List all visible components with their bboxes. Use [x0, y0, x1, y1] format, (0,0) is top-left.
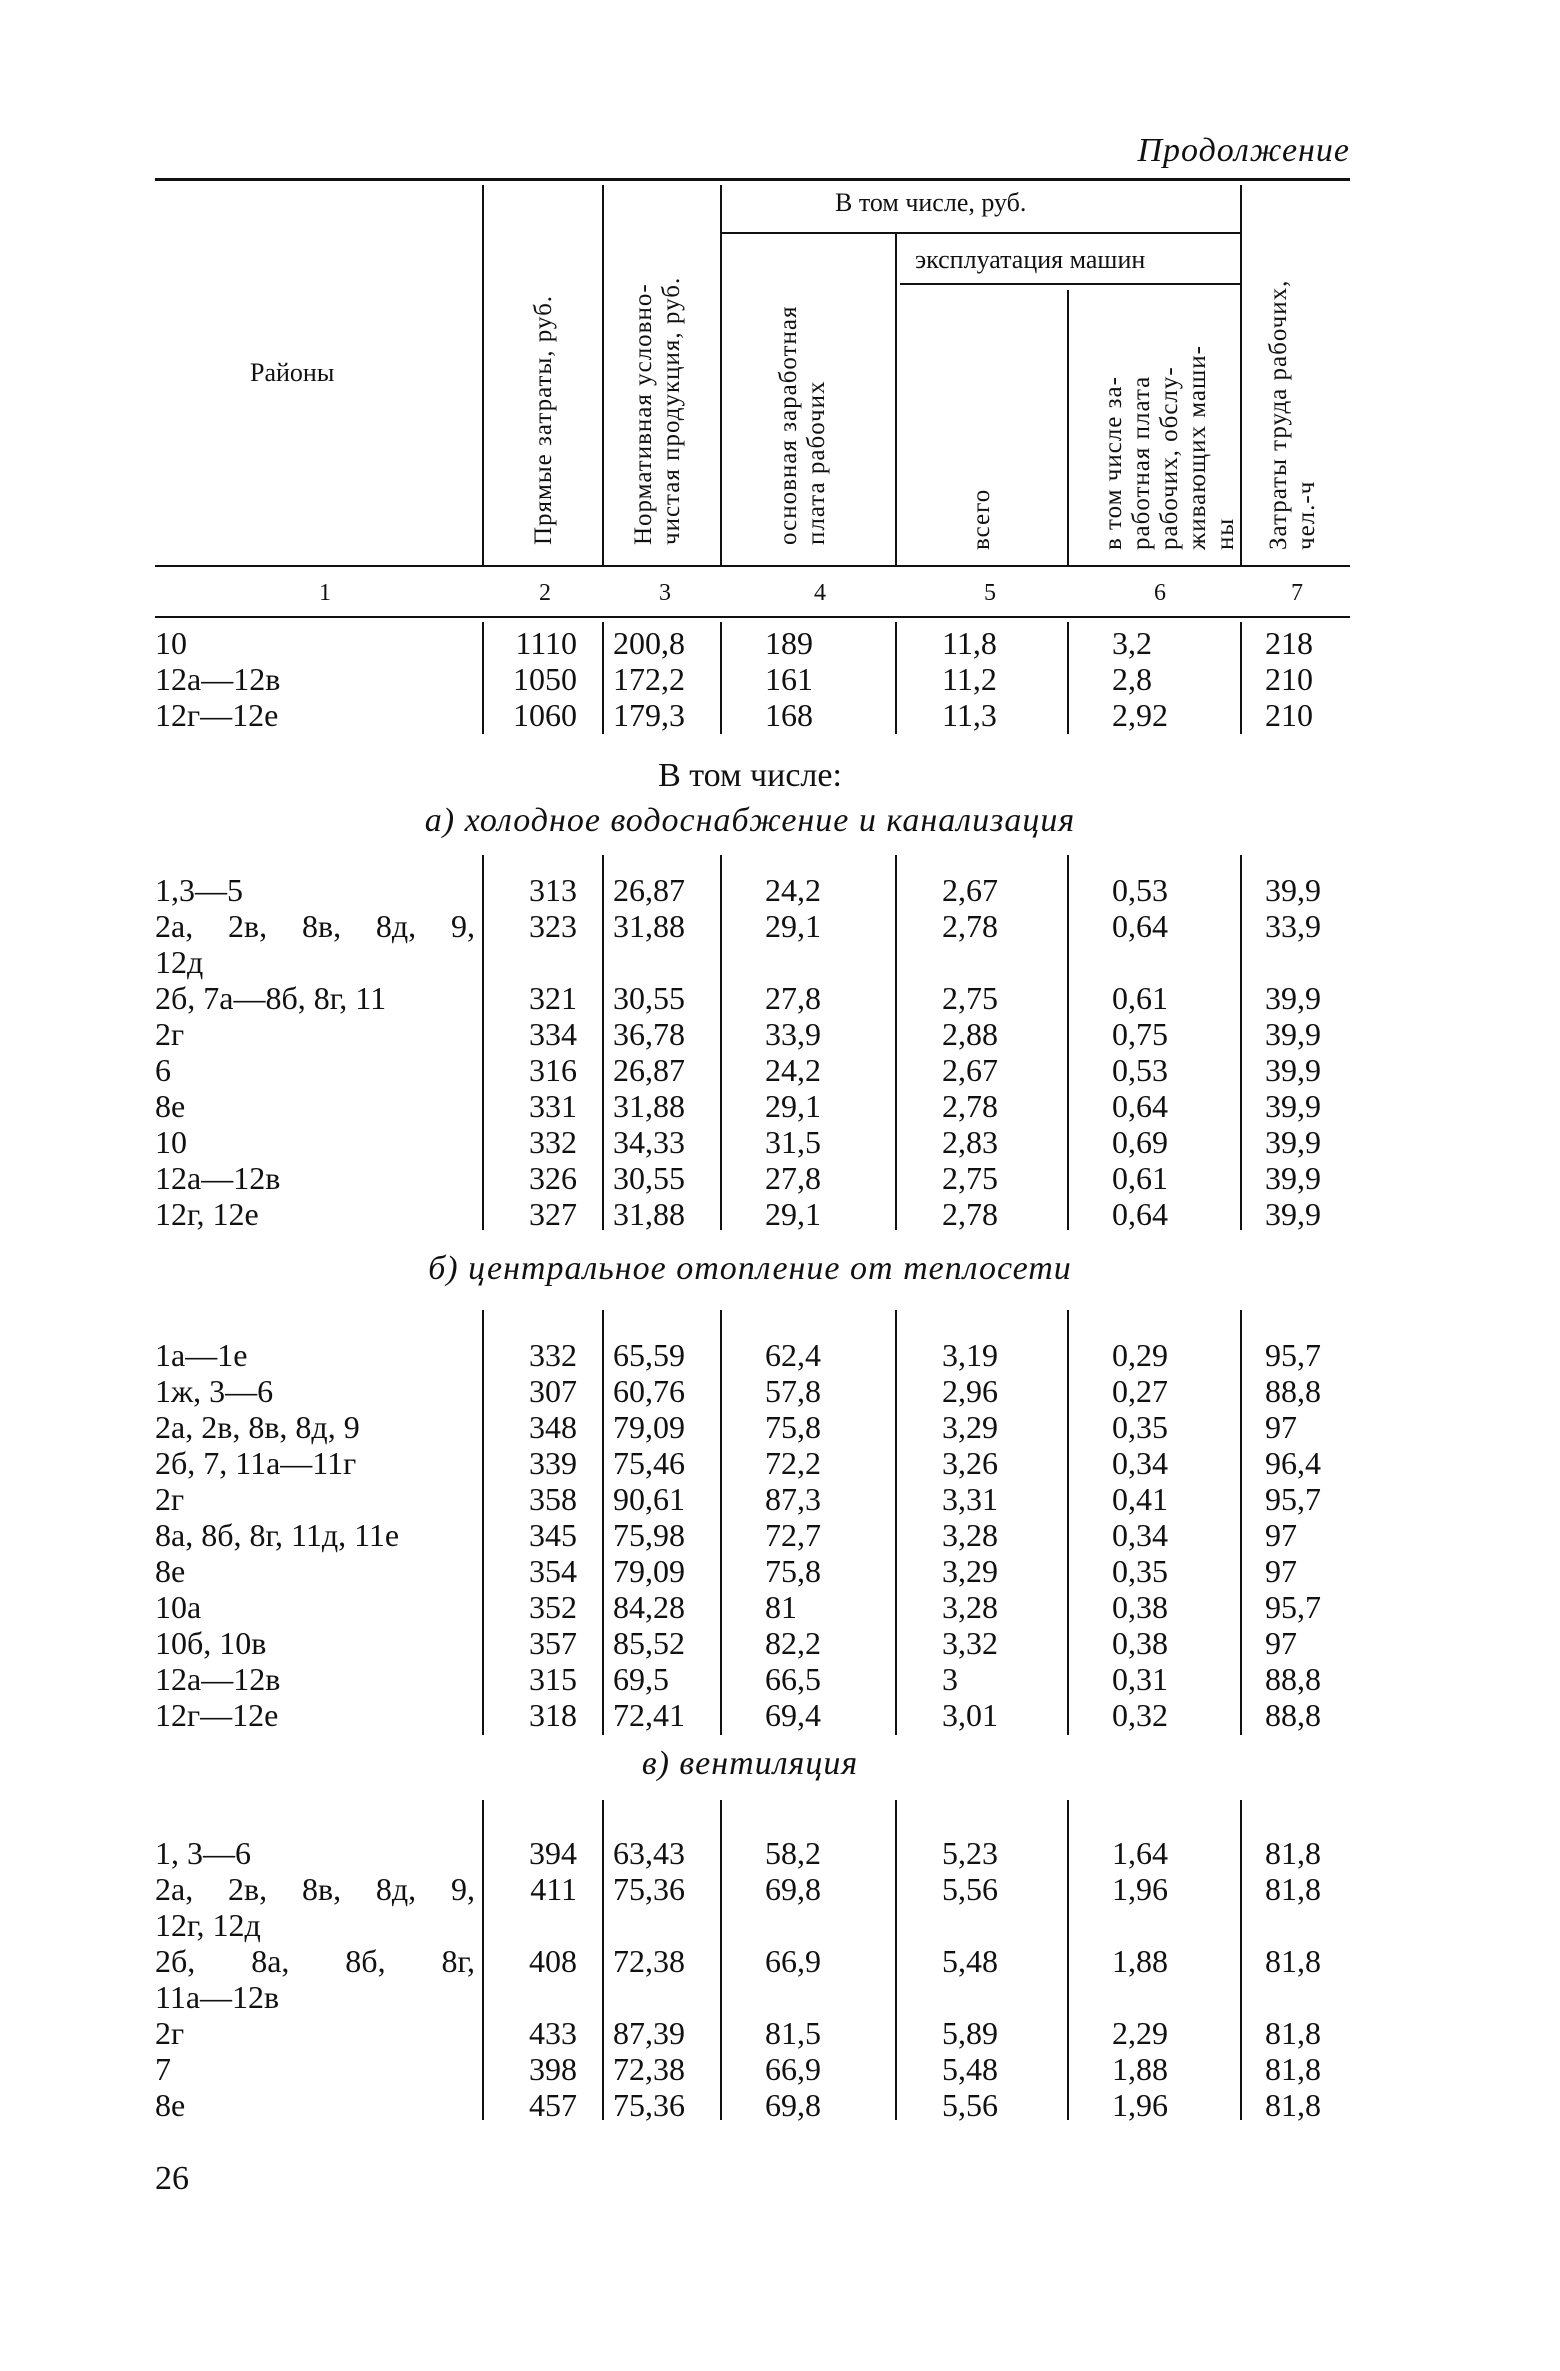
- header-vline: [720, 185, 722, 565]
- col-divider: [602, 622, 604, 734]
- rayon-cell: 7: [155, 2051, 171, 2087]
- colnum-bottom-rule: [155, 616, 1350, 618]
- value-cell: 1,96: [1112, 1871, 1168, 1907]
- table-row-continuation: [0, 1907, 1560, 1943]
- value-cell: 0,34: [1112, 1517, 1168, 1553]
- value-cell: 69,5: [613, 1661, 669, 1697]
- value-cell: 332: [529, 1337, 577, 1373]
- rayon-cell-cont: 12г, 12д: [155, 1907, 261, 1943]
- col-divider: [895, 622, 897, 734]
- value-cell: 85,52: [613, 1625, 685, 1661]
- value-cell: 39,9: [1265, 1124, 1321, 1160]
- value-cell: 5,48: [942, 1943, 998, 1979]
- value-cell: 72,38: [613, 1943, 685, 1979]
- colnum: 2: [539, 580, 551, 606]
- value-cell: 39,9: [1265, 1088, 1321, 1124]
- value-cell: 39,9: [1265, 1016, 1321, 1052]
- value-cell: 3,19: [942, 1337, 998, 1373]
- value-cell: 31,5: [765, 1124, 821, 1160]
- table-top-rule: [155, 178, 1350, 181]
- rayon-cell: 10б, 10в: [155, 1625, 267, 1661]
- value-cell: 339: [529, 1445, 577, 1481]
- value-cell: 75,46: [613, 1445, 685, 1481]
- rayon-cell: 2б, 8а, 8б, 8г,: [155, 1943, 475, 1979]
- value-cell: 357: [529, 1625, 577, 1661]
- col-divider: [482, 855, 484, 1230]
- value-cell: 96,4: [1265, 1445, 1321, 1481]
- value-cell: 1,64: [1112, 1835, 1168, 1871]
- value-cell: 0,34: [1112, 1445, 1168, 1481]
- rayon-cell: 12г, 12е: [155, 1196, 259, 1232]
- value-cell: 1060: [513, 697, 577, 733]
- value-cell: 3,29: [942, 1553, 998, 1589]
- value-cell: 81: [765, 1589, 797, 1625]
- value-cell: 1110: [515, 625, 577, 661]
- table-row: [0, 625, 1560, 661]
- rayon-cell: 2б, 7а—8б, 8г, 11: [155, 980, 387, 1016]
- value-cell: 0,31: [1112, 1661, 1168, 1697]
- table-row: [0, 1016, 1560, 1052]
- value-cell: 66,9: [765, 1943, 821, 1979]
- col-divider: [1067, 1800, 1069, 2120]
- value-cell: 408: [529, 1943, 577, 1979]
- col-divider: [602, 855, 604, 1230]
- header-pryamye: Прямые затраты, руб.: [530, 294, 557, 545]
- col-divider: [1240, 1800, 1242, 2120]
- rayon-cell: 8е: [155, 1553, 186, 1589]
- value-cell: 97: [1265, 1409, 1297, 1445]
- header-osnovnaya: основная заработная плата рабочих: [775, 305, 830, 545]
- col-divider: [602, 1310, 604, 1735]
- table-row: [0, 1661, 1560, 1697]
- section-b-group: [0, 1337, 1560, 1733]
- value-cell: 3,28: [942, 1517, 998, 1553]
- value-cell: 95,7: [1265, 1337, 1321, 1373]
- table-row: [0, 1088, 1560, 1124]
- table-row: [0, 2015, 1560, 2051]
- value-cell: 210: [1265, 661, 1313, 697]
- value-cell: 84,28: [613, 1589, 685, 1625]
- value-cell: 2,83: [942, 1124, 998, 1160]
- value-cell: 2,96: [942, 1373, 998, 1409]
- value-cell: 33,9: [1265, 908, 1321, 944]
- value-cell: 65,59: [613, 1337, 685, 1373]
- table-row: [0, 1373, 1560, 1409]
- page-number: 26: [155, 2160, 189, 2197]
- header-rayony: Районы: [250, 358, 335, 387]
- rayon-cell: 1, 3—6: [155, 1835, 251, 1871]
- col-divider: [1240, 855, 1242, 1230]
- header-vline: [895, 232, 897, 565]
- value-cell: 31,88: [613, 1088, 685, 1124]
- value-cell: 1,88: [1112, 2051, 1168, 2087]
- value-cell: 30,55: [613, 980, 685, 1016]
- v-tom-chisle-rule: [720, 232, 1240, 234]
- colnum: 3: [659, 580, 671, 606]
- value-cell: 75,8: [765, 1409, 821, 1445]
- value-cell: 0,61: [1112, 980, 1168, 1016]
- value-cell: 2,78: [942, 1088, 998, 1124]
- colnum: 5: [984, 580, 996, 606]
- value-cell: 0,35: [1112, 1409, 1168, 1445]
- value-cell: 411: [530, 1871, 577, 1907]
- value-cell: 72,7: [765, 1517, 821, 1553]
- col-divider: [720, 855, 722, 1230]
- table-row: [0, 1445, 1560, 1481]
- value-cell: 332: [529, 1124, 577, 1160]
- value-cell: 30,55: [613, 1160, 685, 1196]
- value-cell: 3,01: [942, 1697, 998, 1733]
- header-bottom-rule: [155, 565, 1350, 567]
- col-divider: [895, 1310, 897, 1735]
- rayon-cell: 12а—12в: [155, 1661, 281, 1697]
- colnum: 4: [814, 580, 826, 606]
- col-divider: [482, 1800, 484, 2120]
- value-cell: 352: [529, 1589, 577, 1625]
- value-cell: 57,8: [765, 1373, 821, 1409]
- value-cell: 0,75: [1112, 1016, 1168, 1052]
- table-row: [0, 908, 1560, 944]
- header-normativnaya: Нормативная условно- чистая продукция, руб.: [630, 276, 685, 545]
- table-row: [0, 1517, 1560, 1553]
- table-row: [0, 1160, 1560, 1196]
- value-cell: 66,9: [765, 2051, 821, 2087]
- value-cell: 5,56: [942, 2087, 998, 2123]
- ekspl-rule: [900, 283, 1240, 285]
- col-divider: [1240, 622, 1242, 734]
- table-row: [0, 2087, 1560, 2123]
- value-cell: 313: [529, 872, 577, 908]
- value-cell: 323: [529, 908, 577, 944]
- rayon-cell: 10: [155, 625, 187, 661]
- value-cell: 2,75: [942, 1160, 998, 1196]
- value-cell: 81,8: [1265, 2087, 1321, 2123]
- rayon-cell: 8а, 8б, 8г, 11д, 11е: [155, 1517, 400, 1553]
- header-vsego: всего: [968, 488, 995, 550]
- value-cell: 0,61: [1112, 1160, 1168, 1196]
- value-cell: 95,7: [1265, 1589, 1321, 1625]
- section-title-a: а) холодное водоснабжение и канализация: [424, 802, 1076, 839]
- value-cell: 79,09: [613, 1409, 685, 1445]
- value-cell: 1,88: [1112, 1943, 1168, 1979]
- rayon-cell: 2г: [155, 1016, 185, 1052]
- value-cell: 39,9: [1265, 980, 1321, 1016]
- value-cell: 29,1: [765, 1196, 821, 1232]
- value-cell: 0,41: [1112, 1481, 1168, 1517]
- value-cell: 0,64: [1112, 1196, 1168, 1232]
- value-cell: 0,38: [1112, 1625, 1168, 1661]
- value-cell: 218: [1265, 625, 1313, 661]
- table-row: [0, 1589, 1560, 1625]
- value-cell: 97: [1265, 1517, 1297, 1553]
- value-cell: 72,38: [613, 2051, 685, 2087]
- value-cell: 39,9: [1265, 1052, 1321, 1088]
- value-cell: 398: [529, 2051, 577, 2087]
- value-cell: 0,53: [1112, 1052, 1168, 1088]
- value-cell: 327: [529, 1196, 577, 1232]
- value-cell: 11,2: [942, 661, 997, 697]
- table-row: [0, 1337, 1560, 1373]
- value-cell: 2,92: [1112, 697, 1168, 733]
- col-divider: [482, 622, 484, 734]
- value-cell: 31,88: [613, 908, 685, 944]
- value-cell: 39,9: [1265, 1160, 1321, 1196]
- value-cell: 3,32: [942, 1625, 998, 1661]
- table-row-continuation: [0, 944, 1560, 980]
- value-cell: 316: [529, 1052, 577, 1088]
- value-cell: 200,8: [613, 625, 685, 661]
- value-cell: 82,2: [765, 1625, 821, 1661]
- value-cell: 29,1: [765, 1088, 821, 1124]
- rayon-cell: 10: [155, 1124, 187, 1160]
- value-cell: 58,2: [765, 1835, 821, 1871]
- value-cell: 0,53: [1112, 872, 1168, 908]
- header-ekspluatatsiya: эксплуатация машин: [915, 245, 1146, 274]
- value-cell: 24,2: [765, 872, 821, 908]
- value-cell: 72,41: [613, 1697, 685, 1733]
- value-cell: 81,8: [1265, 2015, 1321, 2051]
- table-row: [0, 1124, 1560, 1160]
- value-cell: 2,75: [942, 980, 998, 1016]
- value-cell: 331: [529, 1088, 577, 1124]
- rayon-cell: 2а, 2в, 8в, 8д, 9,: [155, 1871, 475, 1907]
- value-cell: 3,26: [942, 1445, 998, 1481]
- value-cell: 69,4: [765, 1697, 821, 1733]
- value-cell: 0,38: [1112, 1589, 1168, 1625]
- value-cell: 5,48: [942, 2051, 998, 2087]
- value-cell: 358: [529, 1481, 577, 1517]
- value-cell: 457: [529, 2087, 577, 2123]
- value-cell: 11,8: [942, 625, 997, 661]
- table-row: [0, 1196, 1560, 1232]
- value-cell: 2,67: [942, 1052, 998, 1088]
- value-cell: 66,5: [765, 1661, 821, 1697]
- table-row: [0, 1697, 1560, 1733]
- value-cell: 88,8: [1265, 1697, 1321, 1733]
- value-cell: 87,3: [765, 1481, 821, 1517]
- value-cell: 3: [942, 1661, 958, 1697]
- v-tom-chisle-title: В том числе:: [658, 757, 842, 794]
- value-cell: 2,78: [942, 908, 998, 944]
- col-divider: [720, 1800, 722, 2120]
- value-cell: 1050: [513, 661, 577, 697]
- rayon-cell: 1,3—5: [155, 872, 243, 908]
- section-a-group: [0, 872, 1560, 1232]
- value-cell: 33,9: [765, 1016, 821, 1052]
- rayon-cell: 1а—1е: [155, 1337, 248, 1373]
- value-cell: 95,7: [1265, 1481, 1321, 1517]
- value-cell: 0,29: [1112, 1337, 1168, 1373]
- value-cell: 179,3: [613, 697, 685, 733]
- table-row: [0, 2051, 1560, 2087]
- value-cell: 318: [529, 1697, 577, 1733]
- value-cell: 81,8: [1265, 2051, 1321, 2087]
- value-cell: 0,64: [1112, 1088, 1168, 1124]
- value-cell: 3,29: [942, 1409, 998, 1445]
- value-cell: 3,28: [942, 1589, 998, 1625]
- section-c-group: [0, 1835, 1560, 2123]
- value-cell: 27,8: [765, 1160, 821, 1196]
- value-cell: 90,61: [613, 1481, 685, 1517]
- table-row: [0, 1409, 1560, 1445]
- value-cell: 172,2: [613, 661, 685, 697]
- value-cell: 321: [529, 980, 577, 1016]
- continuation-label: Продолжение: [1137, 132, 1350, 169]
- value-cell: 2,78: [942, 1196, 998, 1232]
- value-cell: 433: [529, 2015, 577, 2051]
- value-cell: 326: [529, 1160, 577, 1196]
- rayon-cell: 8е: [155, 2087, 186, 2123]
- value-cell: 307: [529, 1373, 577, 1409]
- value-cell: 81,8: [1265, 1835, 1321, 1871]
- value-cell: 75,98: [613, 1517, 685, 1553]
- rayon-cell: 1ж, 3—6: [155, 1373, 274, 1409]
- col-divider: [1067, 855, 1069, 1230]
- value-cell: 2,88: [942, 1016, 998, 1052]
- rayon-cell: 2г: [155, 2015, 185, 2051]
- value-cell: 168: [765, 697, 813, 733]
- value-cell: 34,33: [613, 1124, 685, 1160]
- value-cell: 2,29: [1112, 2015, 1168, 2051]
- header-v-tom-chisle: В том числе, руб.: [835, 188, 1027, 217]
- col-divider: [482, 1310, 484, 1735]
- table-row: [0, 1871, 1560, 1907]
- value-cell: 87,39: [613, 2015, 685, 2051]
- table-row: [0, 1553, 1560, 1589]
- value-cell: 5,23: [942, 1835, 998, 1871]
- col-divider: [602, 1800, 604, 2120]
- value-cell: 75,36: [613, 1871, 685, 1907]
- table-row: [0, 1943, 1560, 1979]
- colnum: 6: [1154, 580, 1166, 606]
- table-row: [0, 872, 1560, 908]
- table-row: [0, 661, 1560, 697]
- value-cell: 29,1: [765, 908, 821, 944]
- table-row: [0, 697, 1560, 733]
- colnum: 1: [319, 580, 331, 606]
- value-cell: 26,87: [613, 1052, 685, 1088]
- value-cell: 210: [1265, 697, 1313, 733]
- value-cell: 2,67: [942, 872, 998, 908]
- header-zatraty-truda: Затраты труда рабочих, чел.-ч: [1265, 279, 1320, 550]
- value-cell: 3,2: [1112, 625, 1152, 661]
- value-cell: 88,8: [1265, 1661, 1321, 1697]
- rayon-cell: 12г—12е: [155, 697, 279, 733]
- table-row: [0, 1835, 1560, 1871]
- header-vline: [482, 185, 484, 565]
- col-divider: [895, 1800, 897, 2120]
- value-cell: 2,8: [1112, 661, 1152, 697]
- value-cell: 88,8: [1265, 1373, 1321, 1409]
- value-cell: 11,3: [942, 697, 997, 733]
- value-cell: 1,96: [1112, 2087, 1168, 2123]
- value-cell: 5,89: [942, 2015, 998, 2051]
- value-cell: 315: [529, 1661, 577, 1697]
- value-cell: 97: [1265, 1625, 1297, 1661]
- col-divider: [1067, 622, 1069, 734]
- value-cell: 75,8: [765, 1553, 821, 1589]
- value-cell: 334: [529, 1016, 577, 1052]
- rayon-cell: 6: [155, 1052, 171, 1088]
- rayon-cell-cont: 11а—12в: [155, 1979, 280, 2015]
- value-cell: 345: [529, 1517, 577, 1553]
- rayon-cell: 12а—12в: [155, 1160, 281, 1196]
- section-title-b: б) центральное отопление от теплосети: [428, 1250, 1072, 1287]
- value-cell: 394: [529, 1835, 577, 1871]
- col-divider: [1067, 1310, 1069, 1735]
- rayon-cell: 12г—12е: [155, 1697, 279, 1733]
- value-cell: 63,43: [613, 1835, 685, 1871]
- value-cell: 27,8: [765, 980, 821, 1016]
- table-row-continuation: [0, 1979, 1560, 2015]
- value-cell: 81,8: [1265, 1943, 1321, 1979]
- value-cell: 5,56: [942, 1871, 998, 1907]
- value-cell: 31,88: [613, 1196, 685, 1232]
- value-cell: 60,76: [613, 1373, 685, 1409]
- value-cell: 39,9: [1265, 872, 1321, 908]
- summary-group: [0, 625, 1560, 733]
- table-row: [0, 1481, 1560, 1517]
- value-cell: 81,5: [765, 2015, 821, 2051]
- header-vline: [1067, 290, 1069, 565]
- value-cell: 348: [529, 1409, 577, 1445]
- col-divider: [720, 622, 722, 734]
- rayon-cell: 2а, 2в, 8в, 8д, 9: [155, 1409, 360, 1445]
- rayon-cell: 8е: [155, 1088, 186, 1124]
- header-vline: [1240, 185, 1242, 565]
- value-cell: 81,8: [1265, 1871, 1321, 1907]
- header-v-tom-chisle-zp: в том числе за- работная плата рабочих, обслу- живающих маши- ны: [1100, 345, 1239, 550]
- value-cell: 69,8: [765, 2087, 821, 2123]
- colnum: 7: [1291, 580, 1303, 606]
- rayon-cell: 2г: [155, 1481, 185, 1517]
- value-cell: 97: [1265, 1553, 1297, 1589]
- value-cell: 3,31: [942, 1481, 998, 1517]
- value-cell: 0,35: [1112, 1553, 1168, 1589]
- rayon-cell: 10а: [155, 1589, 202, 1625]
- value-cell: 0,64: [1112, 908, 1168, 944]
- value-cell: 75,36: [613, 2087, 685, 2123]
- rayon-cell: 12а—12в: [155, 661, 281, 697]
- value-cell: 161: [765, 661, 813, 697]
- header-vline: [602, 185, 604, 565]
- section-title-c: в) вентиляция: [641, 1745, 859, 1782]
- value-cell: 0,69: [1112, 1124, 1168, 1160]
- rayon-cell: 2а, 2в, 8в, 8д, 9,: [155, 908, 475, 944]
- rayon-cell: 2б, 7, 11а—11г: [155, 1445, 357, 1481]
- value-cell: 189: [765, 625, 813, 661]
- col-divider: [720, 1310, 722, 1735]
- value-cell: 354: [529, 1553, 577, 1589]
- value-cell: 69,8: [765, 1871, 821, 1907]
- col-divider: [895, 855, 897, 1230]
- value-cell: 36,78: [613, 1016, 685, 1052]
- value-cell: 0,32: [1112, 1697, 1168, 1733]
- value-cell: 24,2: [765, 1052, 821, 1088]
- table-row: [0, 980, 1560, 1016]
- table-row: [0, 1625, 1560, 1661]
- rayon-cell-cont: 12д: [155, 944, 204, 980]
- value-cell: 39,9: [1265, 1196, 1321, 1232]
- value-cell: 72,2: [765, 1445, 821, 1481]
- col-divider: [1240, 1310, 1242, 1735]
- table-row: [0, 1052, 1560, 1088]
- value-cell: 26,87: [613, 872, 685, 908]
- value-cell: 79,09: [613, 1553, 685, 1589]
- value-cell: 0,27: [1112, 1373, 1168, 1409]
- value-cell: 62,4: [765, 1337, 821, 1373]
